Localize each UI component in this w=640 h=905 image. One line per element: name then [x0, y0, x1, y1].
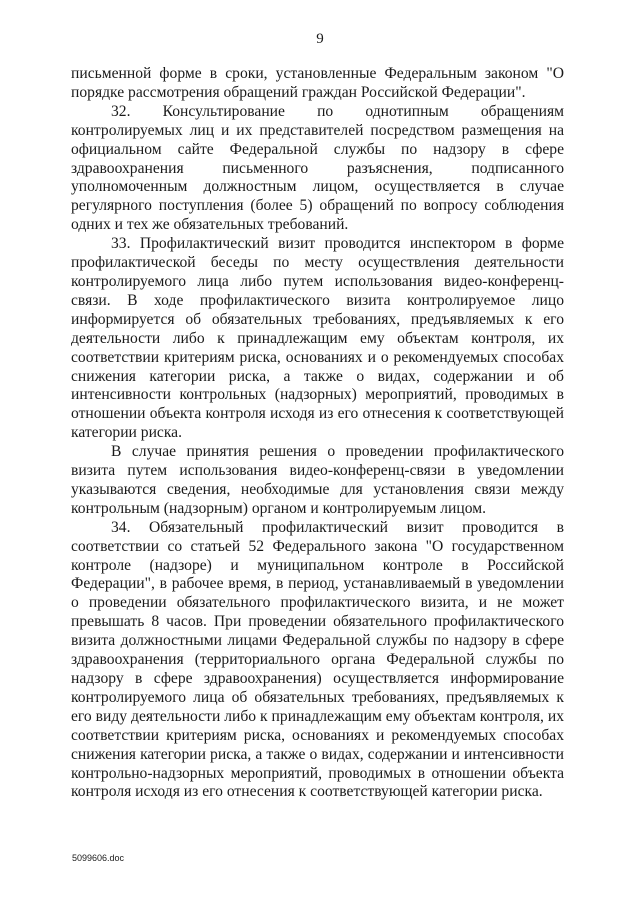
paragraph-continuation: письменной форме в сроки, установленные Федеральным законом "О порядке рассмотрения обращений граждан Российской Федерации".: [71, 65, 564, 101]
paragraph-33: 33. Профилактический визит проводится инспектором в форме профилактической беседы по месту осуществления деятельности контролируемого лица либо путем использования видео-конференц-связи. В ходе профилактического визита контролируемое лицо информируется об обязательных требованиях, предъявляемых к его деятельности либо к принадлежащим ему объектам контроля, их соответствии критериям риска, основаниях и о рекомендуемых способах снижения категории риска, а также о видах, содержании и об интенсивности контрольных (надзорных) мероприятий, проводимых в отношении объекта контроля исходя из его отнесения к соответствующей категории риска.: [71, 235, 564, 442]
paragraph-34: 34. Обязательный профилактический визит проводится в соответствии со статьей 52 Федерального закона "О государственном контроле (надзоре) и муниципальном контроле в Российской Федерации", в рабочее время, в период, устанавливаемый в уведомлении о проведении обязательного профилактического визита, и не может превышать 8 часов. При проведении обязательного профилактического визита должностными лицами Федеральной службы по надзору в сфере здравоохранения (территориального органа Федеральной службы по надзору в сфере здравоохранения) осуществляется информирование контролируемого лица об обязательных требованиях, предъявляемых к его виду деятельности либо к принадлежащим ему объектам контроля, их соответствии критериям риска, основаниях и рекомендуемых способах снижения категории риска, а также о видах, содержании и интенсивности контрольно-надзорных мероприятий, проводимых в отношении объекта контроля исходя из его отнесения к соответствующей категории риска.: [71, 518, 564, 801]
footer-file-code: 5099606.doc: [72, 853, 125, 863]
paragraph-32: 32. Консультирование по однотипным обращениям контролируемых лиц и их представителей посредством размещения на официальном сайте Федеральной службы по надзору в сфере здравоохранения письменного разъяснения, подписанного уполномоченным должностным лицом, осуществляется в случае регулярного поступления (более 5) обращений по вопросу соблюдения одних и тех же обязательных требований.: [71, 102, 564, 234]
paragraph-33-videoconference: В случае принятия решения о проведении профилактического визита путем использования видео-конференц-связи в уведомлении указываются сведения, необходимые для установления связи между контрольным (надзорным) органом и контролируемым лицом.: [71, 443, 564, 517]
page-number: 9: [316, 31, 324, 47]
document-body: [71, 65, 564, 802]
